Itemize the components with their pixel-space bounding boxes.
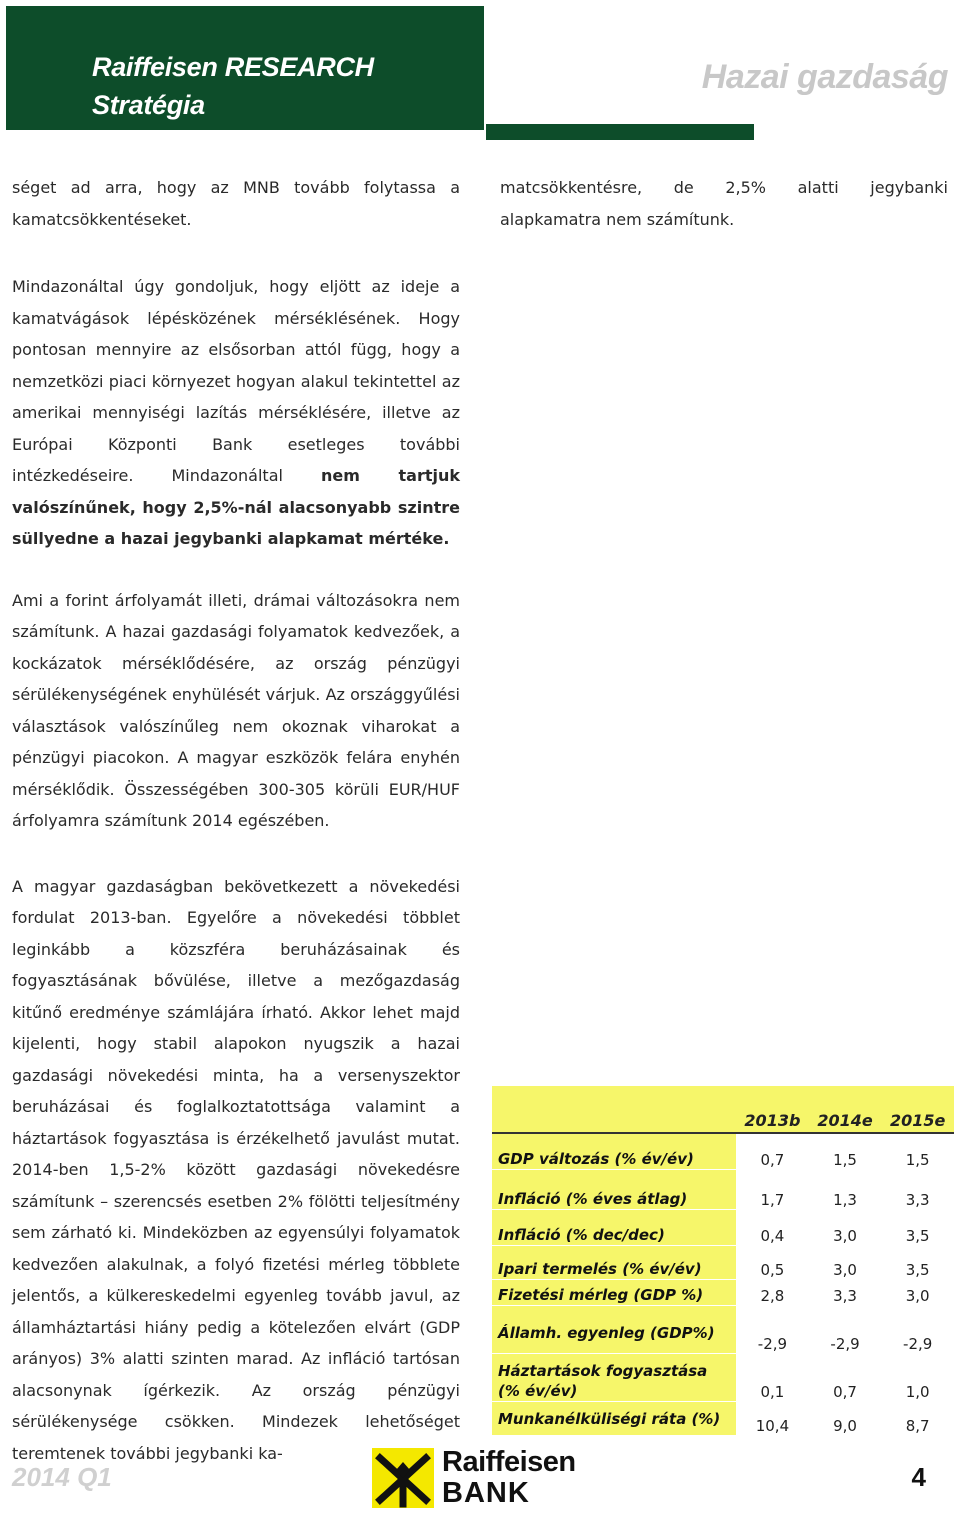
- paragraph: matcsökkentésre, de 2,5% alatti jegybanki alapkamatra nem számítunk.: [500, 178, 948, 229]
- row-label: Infláció (% dec/dec): [492, 1209, 736, 1245]
- row-label-line: Háztartások fogyasztása: [498, 1361, 708, 1380]
- forecast-table: [492, 1086, 954, 1436]
- paragraph: A magyar gazdaságban bekövetkezett a növekedési fordulat 2013-ban. Egyelőre a növekedési többlet leginkább a közszféra beruházásainak és fogyasztásának bővülése, illetve a mezőgazdaság kitűnő eredménye számlájára írható. Akkor lehet majd kijelenti, hogy stabil alapokon nyugszik a hazai gazdasági növekedési minta, ha a versenyszektor beruházásai és foglalkoztatottsága valamint a háztartások fogyasztása is érzékelhető javulást mutat. 2014-ben 1,5-2% között gazdasági növekedésre számítunk – szerencsés esetben 2% fölötti teljesítmény sem zárható ki. Mindeközben az egyensúlyi folyamatok kedvezően alakulnak, a folyó fizetési mérleg többlete jelentős, a külkereskedelmi egyenleg tovább javul, az államháztartási hiány pedig a kötelezően elvárt (GDP arányos) 3% alatti szinten marad. Az infláció tartósan alacsonynak ígérkezik. Az ország pénzügyi sérülékenysége csökken. Mindezek lehetőséget teremtenek további jegybanki ka-: [12, 876, 460, 1463]
- row-label: Munkanélküliségi ráta (%): [492, 1401, 736, 1435]
- row-label: Államh. egyenleg (GDP%): [492, 1305, 736, 1353]
- page-number: 4: [911, 1462, 926, 1492]
- cell-value: 1,5: [881, 1133, 954, 1169]
- cell-value: 3,0: [809, 1245, 882, 1279]
- paragraph-text: Mindazonáltal úgy gondoljuk, hogy eljött az ideje a kamatvágások lépésközének mérséklésének. Hogy pontosan mennyire az elsősorban attól függ, hogy a nemzetközi piaci környezet hogyan alakul tekintettel az amerikai mennyiségi lazítás mérséklésére, illetve az Európai Központi Bank esetleges további intézkedéseire. Mindazonáltal: [12, 277, 460, 485]
- cell-value: -2,9: [809, 1305, 882, 1353]
- cell-value: 1,3: [809, 1169, 882, 1209]
- row-label: [492, 1353, 736, 1401]
- row-label: Fizetési mérleg (GDP %): [492, 1279, 736, 1305]
- cell-value: 1,5: [809, 1133, 882, 1169]
- cell-value: 3,3: [809, 1279, 882, 1305]
- table-header-cell: [492, 1086, 736, 1133]
- raiffeisen-gable-cross-icon: [372, 1448, 434, 1508]
- table-header-cell: 2014e: [809, 1086, 882, 1133]
- cell-value: 2,8: [736, 1279, 809, 1305]
- cell-value: -2,9: [881, 1305, 954, 1353]
- cell-value: 3,5: [881, 1245, 954, 1279]
- raiffeisen-bank-logo: [372, 1448, 594, 1508]
- row-label-line: (% év/év): [498, 1381, 578, 1400]
- report-period: 2014 Q1: [12, 1462, 112, 1492]
- report-title-line1: Raiffeisen RESEARCH: [92, 52, 374, 82]
- cell-value: 3,0: [881, 1279, 954, 1305]
- cell-value: 8,7: [881, 1401, 954, 1435]
- header-rule: [486, 124, 754, 140]
- table-row: [492, 1305, 954, 1353]
- cell-value: -2,9: [736, 1305, 809, 1353]
- section-title: Hazai gazdaság: [701, 58, 948, 96]
- paragraph-bold-text: nem tartjuk valószínűnek, hogy 2,5%-nál alacsonyabb szintre süllyedne a hazai jegybanki alapkamat mértéke.: [12, 466, 461, 548]
- report-title: [92, 48, 374, 124]
- paragraph: [12, 271, 460, 555]
- table-header-cell: 2015e: [881, 1086, 954, 1133]
- paragraph: Ami a forint árfolyamát illeti, drámai változásokra nem számítunk. A hazai gazdasági folyamatok kedvezőek, a kockázatok mérséklődésére, az ország pénzügyi sérülékenységének enyhülését várjuk. Az országgyűlési választások valószínűleg nem okoznak viharokat a pénzügyi piacokon. A magyar eszközök felára enyhén mérséklődik. Összességében 300-305 körüli EUR/HUF árfolyamra számítunk 2014 egészében.: [12, 590, 460, 830]
- table-row: [492, 1245, 954, 1279]
- table-row: [492, 1209, 954, 1245]
- cell-value: 0,4: [736, 1209, 809, 1245]
- cell-value: 3,3: [881, 1169, 954, 1209]
- row-label: GDP változás (% év/év): [492, 1133, 736, 1169]
- row-label: Ipari termelés (% év/év): [492, 1245, 736, 1279]
- right-column: [500, 172, 948, 266]
- cell-value: 3,5: [881, 1209, 954, 1245]
- paragraph: séget ad arra, hogy az MNB tovább folytassa a kamatcsökkentéseket.: [12, 178, 460, 229]
- table-header-row: [492, 1086, 954, 1133]
- cell-value: 10,4: [736, 1401, 809, 1435]
- table-row: [492, 1169, 954, 1209]
- logo-text: BANK: [442, 1477, 530, 1509]
- table-row: [492, 1133, 954, 1169]
- cell-value: 0,5: [736, 1245, 809, 1279]
- cell-value: 0,7: [809, 1353, 882, 1401]
- cell-value: 1,0: [881, 1353, 954, 1401]
- cell-value: 0,1: [736, 1353, 809, 1401]
- cell-value: 0,7: [736, 1133, 809, 1169]
- left-column: [12, 172, 460, 1500]
- cell-value: 9,0: [809, 1401, 882, 1435]
- table-row: [492, 1353, 954, 1401]
- report-title-line2: Stratégia: [92, 90, 205, 120]
- row-label: Infláció (% éves átlag): [492, 1169, 736, 1209]
- table-row: [492, 1401, 954, 1435]
- cell-value: 3,0: [809, 1209, 882, 1245]
- logo-text: Raiffeisen: [442, 1446, 576, 1478]
- table-row: [492, 1279, 954, 1305]
- cell-value: 1,7: [736, 1169, 809, 1209]
- table-header-cell: 2013b: [736, 1086, 809, 1133]
- header-banner: [6, 6, 484, 130]
